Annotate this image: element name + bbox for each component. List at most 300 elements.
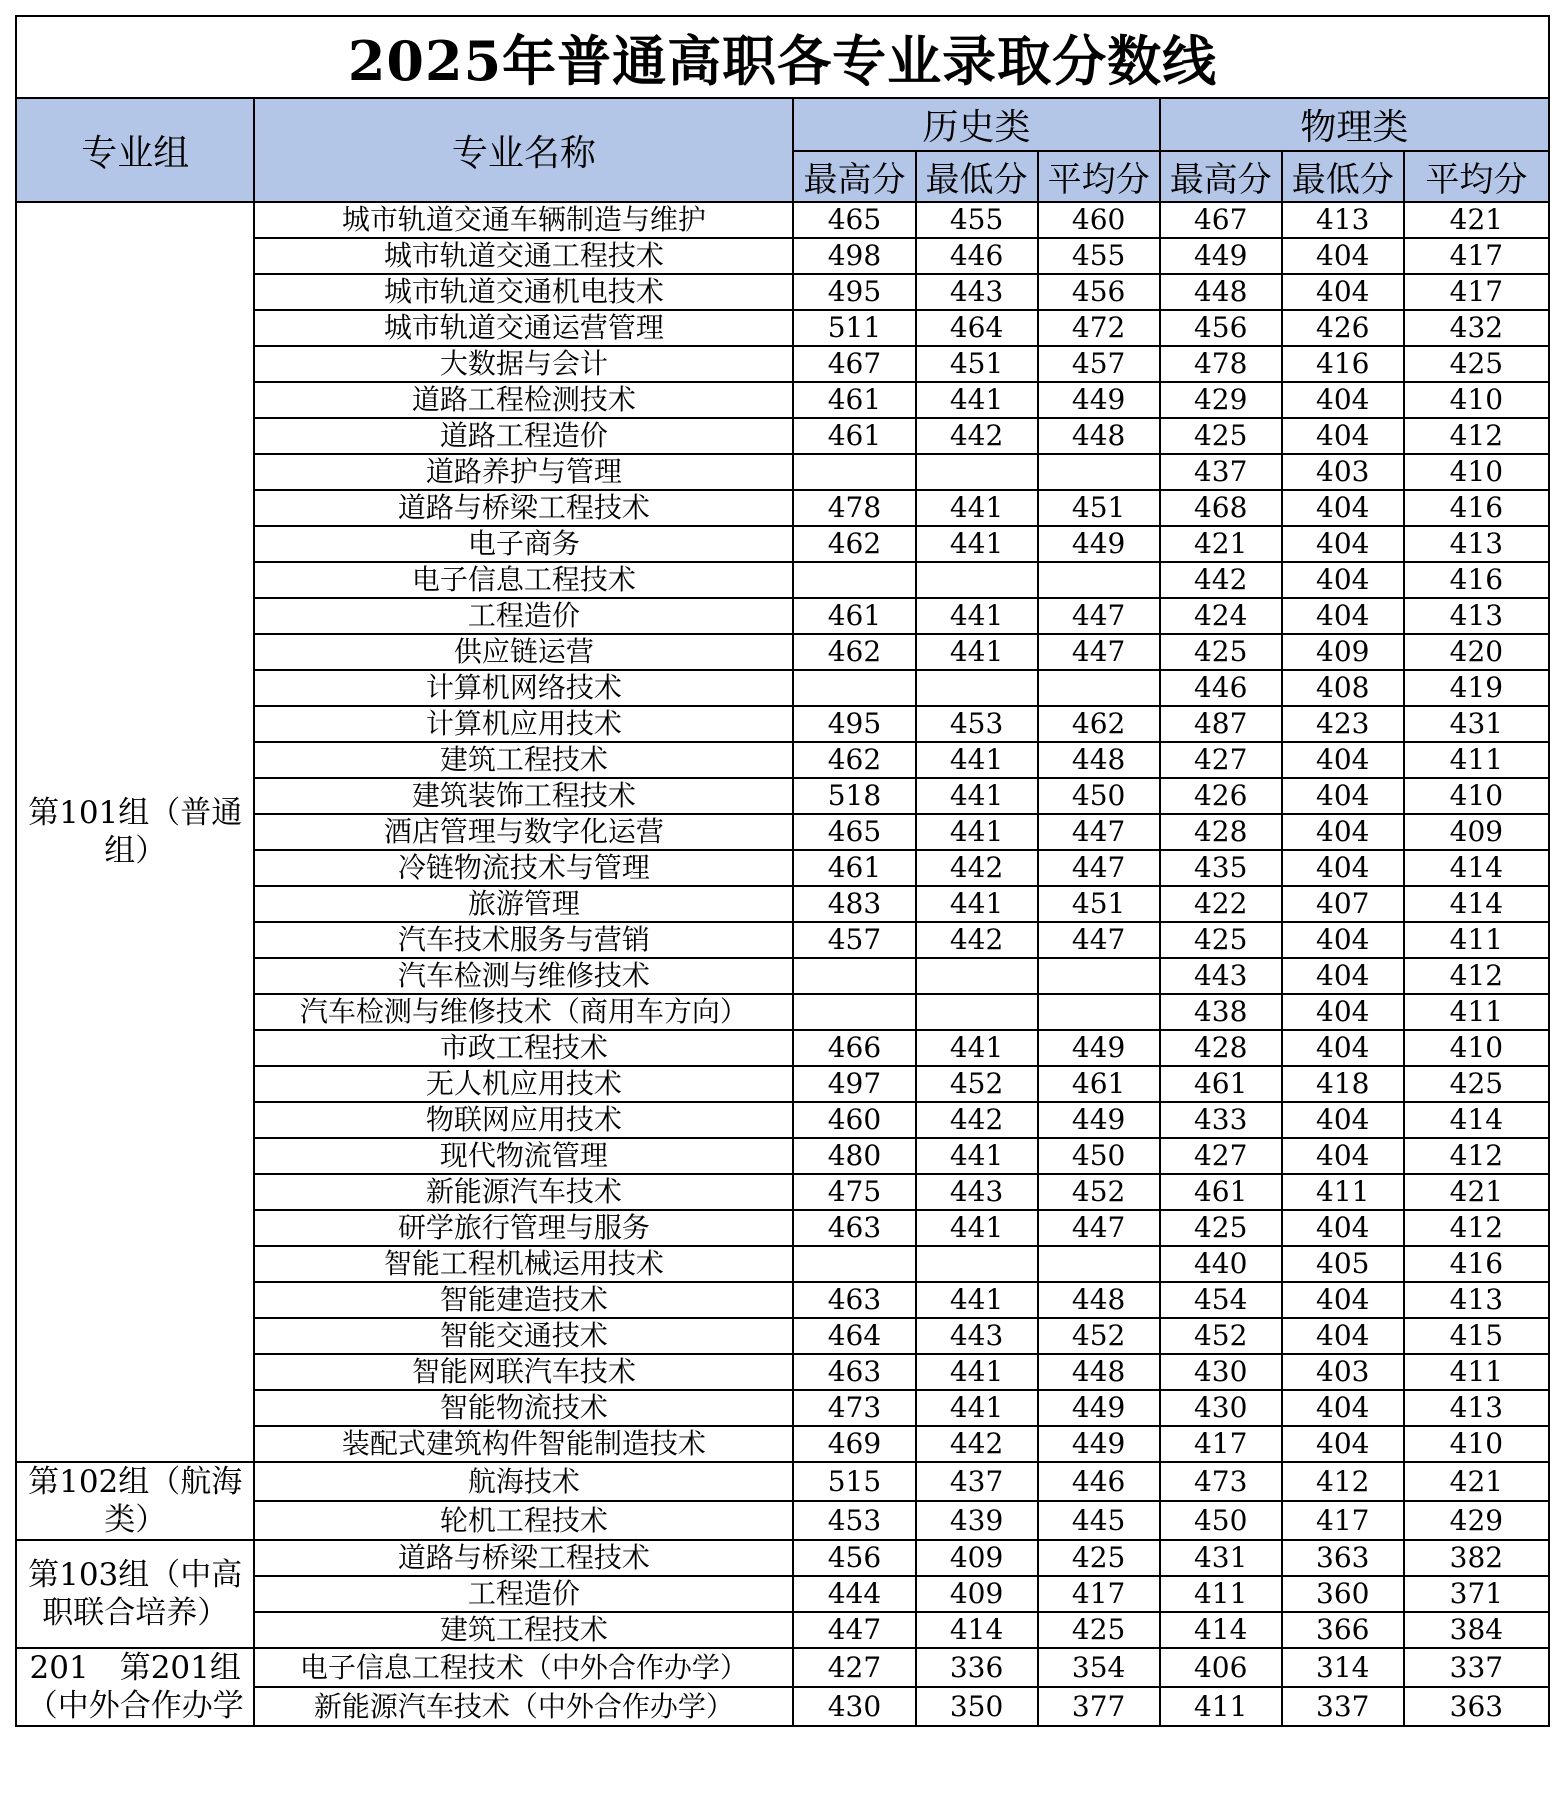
physics-avg-cell: 410 [1404,778,1549,814]
physics-avg-cell: 412 [1404,418,1549,454]
history-avg-cell: 417 [1038,1576,1160,1612]
physics-avg-cell: 363 [1404,1687,1549,1726]
history-max-cell: 465 [793,202,915,238]
physics-max-cell: 430 [1160,1390,1282,1426]
major-name-cell: 智能建造技术 [254,1282,793,1318]
history-min-cell: 409 [916,1576,1038,1612]
physics-max-cell: 425 [1160,418,1282,454]
history-min-cell: 443 [916,1318,1038,1354]
physics-avg-cell: 410 [1404,1030,1549,1066]
history-max-cell: 463 [793,1210,915,1246]
history-min-cell: 414 [916,1612,1038,1648]
history-avg-cell [1038,670,1160,706]
physics-avg-cell: 421 [1404,202,1549,238]
table-row [16,202,1549,238]
physics-min-cell: 404 [1282,850,1404,886]
history-avg-cell: 354 [1038,1648,1160,1687]
history-min-cell: 442 [916,850,1038,886]
history-max-cell: 466 [793,1030,915,1066]
major-name-cell: 工程造价 [254,598,793,634]
history-avg-cell: 450 [1038,1138,1160,1174]
major-name-cell: 汽车检测与维修技术 [254,958,793,994]
history-avg-cell [1038,958,1160,994]
history-max-cell: 497 [793,1066,915,1102]
physics-avg-cell: 416 [1404,562,1549,598]
history-min-cell: 452 [916,1066,1038,1102]
major-name-cell: 道路养护与管理 [254,454,793,490]
history-max-cell [793,562,915,598]
history-max-cell: 460 [793,1102,915,1138]
physics-max-cell: 417 [1160,1426,1282,1462]
physics-max-cell: 456 [1160,310,1282,346]
table-row [16,1648,1549,1687]
major-name-cell: 汽车检测与维修技术（商用车方向） [254,994,793,1030]
history-avg-cell: 425 [1038,1612,1160,1648]
history-max-cell: 461 [793,418,915,454]
history-avg-cell: 448 [1038,742,1160,778]
physics-min-cell: 404 [1282,274,1404,310]
physics-avg-cell: 414 [1404,850,1549,886]
major-name-cell: 建筑工程技术 [254,1612,793,1648]
physics-min-cell: 404 [1282,814,1404,850]
history-max-cell: 511 [793,310,915,346]
physics-avg-cell: 410 [1404,1426,1549,1462]
page-title: 2025年普通高职各专业录取分数线 [347,28,1218,93]
physics-avg-cell: 413 [1404,1282,1549,1318]
physics-min-cell: 404 [1282,238,1404,274]
physics-min-cell: 423 [1282,706,1404,742]
physics-max-cell: 411 [1160,1687,1282,1726]
score-table [15,97,1550,1727]
physics-max-cell: 449 [1160,238,1282,274]
major-name-cell: 城市轨道交通运营管理 [254,310,793,346]
history-max-cell: 457 [793,922,915,958]
physics-max-cell: 427 [1160,1138,1282,1174]
history-max-cell: 464 [793,1318,915,1354]
physics-avg-cell: 417 [1404,238,1549,274]
physics-max-cell: 426 [1160,778,1282,814]
physics-avg-cell: 413 [1404,598,1549,634]
history-avg-cell: 451 [1038,886,1160,922]
major-name-cell: 旅游管理 [254,886,793,922]
history-avg-cell: 447 [1038,634,1160,670]
physics-min-cell: 405 [1282,1246,1404,1282]
physics-avg-cell: 416 [1404,1246,1549,1282]
major-name-cell: 新能源汽车技术 [254,1174,793,1210]
history-min-cell: 441 [916,1282,1038,1318]
physics-max-cell: 429 [1160,382,1282,418]
history-avg-cell [1038,1246,1160,1282]
physics-avg-cell: 410 [1404,382,1549,418]
history-avg-cell: 472 [1038,310,1160,346]
group-name-cell: 201 第201组（中外合作办学 [16,1648,254,1726]
major-name-cell: 计算机应用技术 [254,706,793,742]
physics-min-cell: 404 [1282,1426,1404,1462]
physics-max-cell: 431 [1160,1540,1282,1576]
physics-avg-cell: 416 [1404,490,1549,526]
history-min-cell: 443 [916,274,1038,310]
physics-avg-cell: 412 [1404,1138,1549,1174]
history-max-cell: 430 [793,1687,915,1726]
title-bar [15,15,1550,97]
major-name-cell: 建筑装饰工程技术 [254,778,793,814]
history-max-cell [793,1246,915,1282]
physics-min-cell: 404 [1282,490,1404,526]
history-avg-cell: 452 [1038,1318,1160,1354]
physics-avg-cell: 382 [1404,1540,1549,1576]
major-name-cell: 装配式建筑构件智能制造技术 [254,1426,793,1462]
physics-avg-cell: 384 [1404,1612,1549,1648]
history-min-cell: 441 [916,634,1038,670]
group-name-cell: 第101组（普通组） [16,202,254,1462]
history-min-cell: 441 [916,598,1038,634]
physics-avg-cell: 337 [1404,1648,1549,1687]
history-max-cell: 461 [793,850,915,886]
physics-min-cell: 363 [1282,1540,1404,1576]
history-max-cell: 462 [793,526,915,562]
physics-min-cell: 418 [1282,1066,1404,1102]
table-row [16,1540,1549,1576]
history-avg-cell: 456 [1038,274,1160,310]
physics-max-cell: 424 [1160,598,1282,634]
physics-max-cell: 428 [1160,814,1282,850]
history-max-cell: 478 [793,490,915,526]
physics-min-cell: 411 [1282,1174,1404,1210]
physics-min-cell: 404 [1282,1138,1404,1174]
physics-max-cell: 452 [1160,1318,1282,1354]
history-min-cell: 464 [916,310,1038,346]
history-avg-cell: 448 [1038,418,1160,454]
physics-min-cell: 404 [1282,1210,1404,1246]
history-min-cell: 442 [916,418,1038,454]
history-min-cell [916,454,1038,490]
physics-max-cell: 435 [1160,850,1282,886]
physics-max-cell: 478 [1160,346,1282,382]
history-max-cell: 498 [793,238,915,274]
header-physics-max: 最高分 [1160,151,1282,202]
group-name-cell: 第102组（航海类） [16,1462,254,1540]
history-avg-cell [1038,454,1160,490]
history-max-cell: 515 [793,1462,915,1501]
history-max-cell [793,958,915,994]
physics-min-cell: 417 [1282,1501,1404,1540]
physics-avg-cell: 414 [1404,886,1549,922]
history-max-cell: 463 [793,1282,915,1318]
major-name-cell: 道路与桥梁工程技术 [254,1540,793,1576]
history-avg-cell: 448 [1038,1354,1160,1390]
table-body [16,202,1549,1726]
major-name-cell: 道路与桥梁工程技术 [254,490,793,526]
history-max-cell [793,994,915,1030]
header-physics-min: 最低分 [1282,151,1404,202]
history-max-cell: 461 [793,382,915,418]
header-history: 历史类 [793,98,1159,151]
history-min-cell [916,1246,1038,1282]
major-name-cell: 研学旅行管理与服务 [254,1210,793,1246]
history-max-cell: 461 [793,598,915,634]
physics-max-cell: 461 [1160,1174,1282,1210]
physics-max-cell: 442 [1160,562,1282,598]
history-avg-cell: 447 [1038,922,1160,958]
major-name-cell: 市政工程技术 [254,1030,793,1066]
history-min-cell [916,958,1038,994]
physics-avg-cell: 410 [1404,454,1549,490]
physics-avg-cell: 411 [1404,1354,1549,1390]
history-min-cell: 439 [916,1501,1038,1540]
history-avg-cell: 449 [1038,1426,1160,1462]
physics-avg-cell: 411 [1404,742,1549,778]
physics-min-cell: 360 [1282,1576,1404,1612]
history-max-cell: 483 [793,886,915,922]
physics-min-cell: 403 [1282,454,1404,490]
history-min-cell: 441 [916,778,1038,814]
major-name-cell: 电子信息工程技术 [254,562,793,598]
history-avg-cell: 445 [1038,1501,1160,1540]
history-max-cell: 518 [793,778,915,814]
physics-max-cell: 414 [1160,1612,1282,1648]
physics-avg-cell: 412 [1404,1210,1549,1246]
major-name-cell: 城市轨道交通机电技术 [254,274,793,310]
major-name-cell: 轮机工程技术 [254,1501,793,1540]
physics-avg-cell: 409 [1404,814,1549,850]
major-name-cell: 道路工程造价 [254,418,793,454]
physics-min-cell: 404 [1282,526,1404,562]
physics-min-cell: 404 [1282,778,1404,814]
major-name-cell: 航海技术 [254,1462,793,1501]
physics-avg-cell: 421 [1404,1462,1549,1501]
history-max-cell: 453 [793,1501,915,1540]
physics-max-cell: 454 [1160,1282,1282,1318]
physics-avg-cell: 371 [1404,1576,1549,1612]
physics-max-cell: 433 [1160,1102,1282,1138]
physics-max-cell: 468 [1160,490,1282,526]
history-min-cell: 442 [916,922,1038,958]
header-physics: 物理类 [1160,98,1549,151]
physics-max-cell: 425 [1160,1210,1282,1246]
header-group: 专业组 [16,98,254,202]
physics-min-cell: 404 [1282,958,1404,994]
history-max-cell: 427 [793,1648,915,1687]
major-name-cell: 电子信息工程技术（中外合作办学） [254,1648,793,1687]
physics-max-cell: 425 [1160,922,1282,958]
physics-min-cell: 404 [1282,1102,1404,1138]
history-avg-cell: 450 [1038,778,1160,814]
history-avg-cell: 455 [1038,238,1160,274]
physics-avg-cell: 417 [1404,274,1549,310]
major-name-cell: 智能交通技术 [254,1318,793,1354]
history-min-cell: 441 [916,526,1038,562]
history-avg-cell: 462 [1038,706,1160,742]
history-min-cell: 442 [916,1426,1038,1462]
physics-max-cell: 443 [1160,958,1282,994]
history-max-cell: 480 [793,1138,915,1174]
history-max-cell: 462 [793,634,915,670]
history-max-cell: 456 [793,1540,915,1576]
physics-min-cell: 409 [1282,634,1404,670]
major-name-cell: 智能工程机械运用技术 [254,1246,793,1282]
header-history-avg: 平均分 [1038,151,1160,202]
physics-max-cell: 448 [1160,274,1282,310]
history-avg-cell: 451 [1038,490,1160,526]
physics-min-cell: 404 [1282,994,1404,1030]
physics-avg-cell: 419 [1404,670,1549,706]
history-min-cell: 441 [916,814,1038,850]
physics-avg-cell: 429 [1404,1501,1549,1540]
major-name-cell: 建筑工程技术 [254,742,793,778]
physics-min-cell: 404 [1282,418,1404,454]
history-min-cell: 443 [916,1174,1038,1210]
physics-max-cell: 406 [1160,1648,1282,1687]
history-min-cell: 441 [916,490,1038,526]
history-min-cell: 441 [916,1138,1038,1174]
physics-min-cell: 404 [1282,1390,1404,1426]
physics-min-cell: 404 [1282,1030,1404,1066]
major-name-cell: 现代物流管理 [254,1138,793,1174]
history-min-cell: 441 [916,1030,1038,1066]
major-name-cell: 新能源汽车技术（中外合作办学） [254,1687,793,1726]
history-max-cell: 465 [793,814,915,850]
physics-min-cell: 404 [1282,382,1404,418]
history-max-cell [793,670,915,706]
history-avg-cell [1038,562,1160,598]
physics-avg-cell: 411 [1404,994,1549,1030]
physics-min-cell: 404 [1282,742,1404,778]
physics-avg-cell: 425 [1404,1066,1549,1102]
physics-min-cell: 314 [1282,1648,1404,1687]
major-name-cell: 计算机网络技术 [254,670,793,706]
physics-avg-cell: 413 [1404,1390,1549,1426]
history-avg-cell: 425 [1038,1540,1160,1576]
history-max-cell: 463 [793,1354,915,1390]
physics-max-cell: 446 [1160,670,1282,706]
physics-max-cell: 461 [1160,1066,1282,1102]
physics-max-cell: 440 [1160,1246,1282,1282]
history-min-cell: 446 [916,238,1038,274]
major-name-cell: 物联网应用技术 [254,1102,793,1138]
history-avg-cell: 447 [1038,598,1160,634]
history-min-cell: 441 [916,1390,1038,1426]
header-history-max: 最高分 [793,151,915,202]
history-max-cell: 495 [793,706,915,742]
history-max-cell: 444 [793,1576,915,1612]
major-name-cell: 智能物流技术 [254,1390,793,1426]
header-history-min: 最低分 [916,151,1038,202]
physics-min-cell: 404 [1282,562,1404,598]
history-avg-cell: 460 [1038,202,1160,238]
history-max-cell: 475 [793,1174,915,1210]
major-name-cell: 城市轨道交通车辆制造与维护 [254,202,793,238]
history-min-cell: 437 [916,1462,1038,1501]
history-min-cell [916,562,1038,598]
history-max-cell: 447 [793,1612,915,1648]
header-major: 专业名称 [254,98,793,202]
physics-max-cell: 422 [1160,886,1282,922]
physics-min-cell: 407 [1282,886,1404,922]
physics-max-cell: 467 [1160,202,1282,238]
history-min-cell: 441 [916,1210,1038,1246]
physics-max-cell: 425 [1160,634,1282,670]
major-name-cell: 冷链物流技术与管理 [254,850,793,886]
history-min-cell: 442 [916,1102,1038,1138]
history-min-cell: 336 [916,1648,1038,1687]
history-avg-cell: 461 [1038,1066,1160,1102]
history-avg-cell: 457 [1038,346,1160,382]
history-avg-cell: 447 [1038,850,1160,886]
history-min-cell: 350 [916,1687,1038,1726]
physics-max-cell: 450 [1160,1501,1282,1540]
major-name-cell: 工程造价 [254,1576,793,1612]
physics-avg-cell: 411 [1404,922,1549,958]
physics-max-cell: 473 [1160,1462,1282,1501]
physics-min-cell: 404 [1282,1282,1404,1318]
physics-avg-cell: 421 [1404,1174,1549,1210]
major-name-cell: 供应链运营 [254,634,793,670]
physics-max-cell: 421 [1160,526,1282,562]
physics-max-cell: 428 [1160,1030,1282,1066]
physics-avg-cell: 413 [1404,526,1549,562]
physics-max-cell: 438 [1160,994,1282,1030]
physics-avg-cell: 414 [1404,1102,1549,1138]
physics-min-cell: 426 [1282,310,1404,346]
physics-max-cell: 437 [1160,454,1282,490]
physics-min-cell: 404 [1282,922,1404,958]
physics-min-cell: 366 [1282,1612,1404,1648]
history-avg-cell: 449 [1038,382,1160,418]
physics-min-cell: 408 [1282,670,1404,706]
history-min-cell: 455 [916,202,1038,238]
history-min-cell: 441 [916,1354,1038,1390]
physics-min-cell: 413 [1282,202,1404,238]
physics-max-cell: 411 [1160,1576,1282,1612]
physics-min-cell: 404 [1282,598,1404,634]
history-min-cell: 441 [916,382,1038,418]
history-avg-cell: 449 [1038,1390,1160,1426]
history-max-cell: 469 [793,1426,915,1462]
physics-max-cell: 430 [1160,1354,1282,1390]
history-max-cell: 473 [793,1390,915,1426]
history-min-cell: 451 [916,346,1038,382]
score-sheet [15,15,1550,1790]
history-avg-cell: 447 [1038,1210,1160,1246]
header-physics-avg: 平均分 [1404,151,1549,202]
physics-max-cell: 427 [1160,742,1282,778]
major-name-cell: 智能网联汽车技术 [254,1354,793,1390]
major-name-cell: 酒店管理与数字化运营 [254,814,793,850]
major-name-cell: 无人机应用技术 [254,1066,793,1102]
history-max-cell: 495 [793,274,915,310]
physics-min-cell: 412 [1282,1462,1404,1501]
physics-min-cell: 337 [1282,1687,1404,1726]
physics-min-cell: 404 [1282,1318,1404,1354]
history-avg-cell: 446 [1038,1462,1160,1501]
physics-min-cell: 403 [1282,1354,1404,1390]
history-avg-cell: 449 [1038,1030,1160,1066]
physics-avg-cell: 412 [1404,958,1549,994]
history-avg-cell [1038,994,1160,1030]
major-name-cell: 大数据与会计 [254,346,793,382]
physics-avg-cell: 425 [1404,346,1549,382]
history-min-cell [916,670,1038,706]
history-max-cell: 467 [793,346,915,382]
history-max-cell: 462 [793,742,915,778]
history-avg-cell: 448 [1038,1282,1160,1318]
major-name-cell: 电子商务 [254,526,793,562]
physics-avg-cell: 415 [1404,1318,1549,1354]
history-min-cell [916,994,1038,1030]
history-min-cell: 441 [916,886,1038,922]
history-max-cell [793,454,915,490]
major-name-cell: 道路工程检测技术 [254,382,793,418]
